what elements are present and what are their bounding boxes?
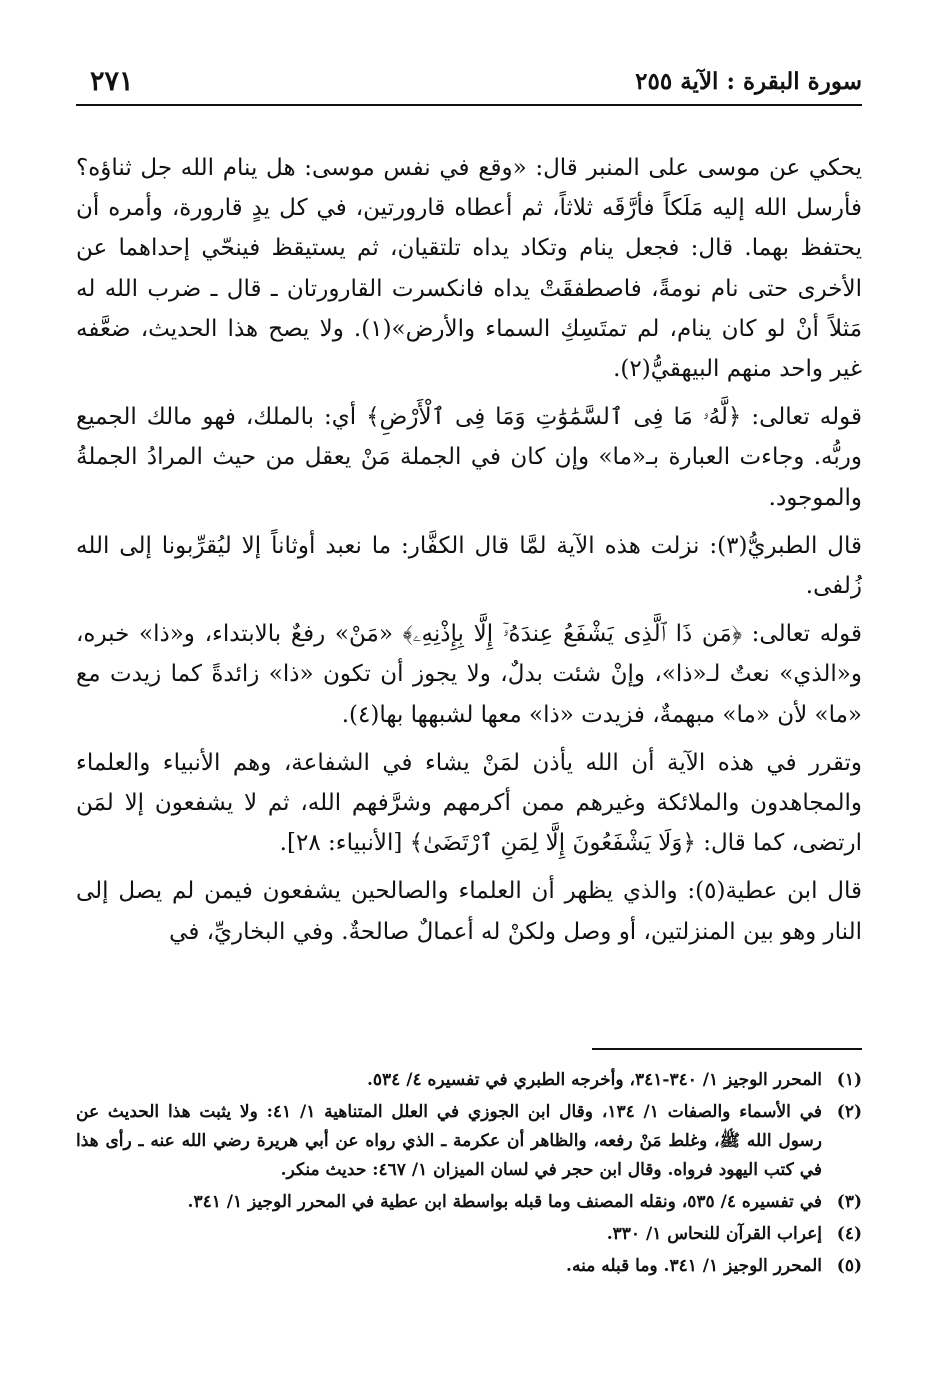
footnote-text: المحرر الوجيز ١/ ٣٤١. وما قبله منه.: [566, 1256, 822, 1276]
footnote: [76, 1098, 862, 1185]
main-text: [76, 148, 862, 960]
footnote-text: المحرر الوجيز ١/ ٣٤٠-٣٤١، وأخرجه الطبري في تفسيره ٤/ ٥٣٤.: [366, 1070, 822, 1090]
footnote-number: (٤): [836, 1224, 862, 1244]
header-rule: [76, 104, 862, 106]
paragraph: قال الطبريُّ(٣): نزلت هذه الآية لمَّا قال الكفَّار: ما نعبد أوثاناً إلا ليُقرِّبونا إلى الله زُلفى.: [76, 532, 862, 600]
footnotes: [76, 1066, 862, 1284]
footnote-number: (٢): [836, 1102, 862, 1122]
paragraph: قوله تعالى: ﴿مَن ذَا ٱلَّذِى يَشْفَعُ عِندَهُۥٓ إِلَّا بِإِذْنِهِۦ﴾ «مَنْ» رفعٌ بالابتداء، و«ذا» خبره، و«الذي» نعتٌ لـ«ذا»، وإنْ شئت بدلٌ، ولا يجوز أن تكون «ذا» زائدةً كما زيدت مع «ما» لأن «ما» مبهمةٌ، فزيدت «ذا» معها لشبهها بها(٤).: [76, 621, 862, 728]
page-number: ٢٧١: [90, 66, 134, 97]
paragraph: يحكي عن موسى على المنبر قال: «وقع في نفس موسى: هل ينام الله جل ثناؤه؟ فأرسل الله إليه مَلَكاً فأرَّقَه ثلاثاً، ثم أعطاه قارورتين، في كل يدٍ قارورة، وأمره أن يحتفظ بهما. قال: فجعل ينام وتكاد يداه تلتقيان، ثم يستيقظ فينحّي إحداهما عن الأخرى حتى نام نومةً، فاصطفقَتْ يداه فانكسرت القارورتان ـ قال ـ ضرب الله له مَثلاً أنْ لو كان ينام، لم تمتَسِكِ السماء والأرض»(١). ولا يصح هذا الحديث، ضعَّفه غير واحد منهم البيهقيُّ(٢).: [76, 155, 863, 383]
paragraph: قال ابن عطية(٥): والذي يظهر أن العلماء والصالحين يشفعون فيمن لم يصل إلى النار وهو بين المنزلتين، أو وصل ولكنْ له أعمالٌ صالحةٌ. وفي البخاريِّ، في: [76, 878, 862, 945]
footnote-text: في تفسيره ٤/ ٥٣٥، ونقله المصنف وما قبله بواسطة ابن عطية في المحرر الوجيز ١/ ٣٤١.: [187, 1192, 822, 1212]
paragraph: قوله تعالى: ﴿لَّهُۥ مَا فِى ٱلسَّمَٰوَٰتِ وَمَا فِى ٱلْأَرْضِ﴾ أي: بالملك، فهو مالك الجميع وربُّه. وجاءت العبارة بـ«ما» وإن كان في الجملة مَنْ يعقل من حيث المرادُ الجملةُ والموجود.: [76, 404, 862, 511]
footnote: [76, 1252, 862, 1281]
page-header: [76, 62, 862, 106]
footnote-separator: [592, 1048, 862, 1050]
paragraph: وتقرر في هذه الآية أن الله يأذن لمَنْ يشاء في الشفاعة، وهم الأنبياء والعلماء والمجاهدون والملائكة وغيرهم ممن أكرمهم وشرَّفهم الله، ثم لا يشفعون إلا لمَن ارتضى، كما قال: ﴿وَلَا يَشْفَعُونَ إِلَّا لِمَنِ ٱرْتَضَىٰ﴾ [الأنبياء: ٢٨].: [76, 749, 862, 857]
footnote-number: (٣): [836, 1192, 862, 1212]
footnote: [76, 1188, 862, 1217]
footnote-text: في الأسماء والصفات ١/ ١٣٤، وقال ابن الجوزي في العلل المتناهية ١/ ٤١: ولا يثبت هذا الحديث عن رسول الله ﷺ، وغلط مَنْ رفعه، والظاهر أن عكرمة ـ الذي رواه عن أبي هريرة رضي الله عنه ـ رأى هذا في كتب اليهود فرواه. وقال ابن حجر في لسان الميزان ١/ ٤٦٧: حديث منكر.: [76, 1102, 822, 1180]
footnote-number: (١): [836, 1070, 862, 1090]
footnote-text: إعراب القرآن للنحاس ١/ ٣٣٠.: [606, 1224, 822, 1244]
footnote-number: (٥): [836, 1256, 862, 1276]
footnote: [76, 1220, 862, 1249]
footnote: [76, 1066, 862, 1095]
running-title: سورة البقرة : الآية ٢٥٥: [635, 68, 862, 95]
